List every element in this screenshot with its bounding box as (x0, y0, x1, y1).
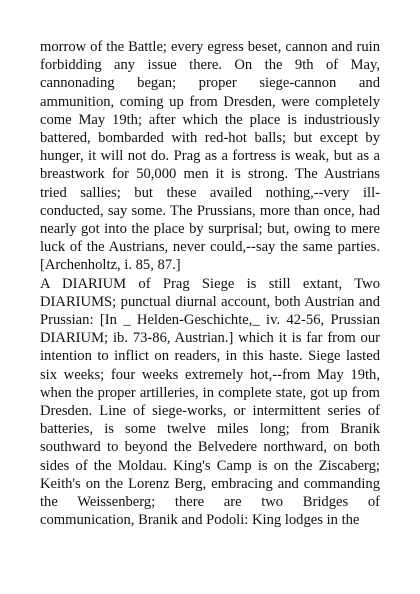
body-text (40, 38, 380, 529)
paragraph-siege-narrative: morrow of the Battle; every egress beset, cannon and ruin forbidding any issue there. On the 9th of May, cannonading began; proper siege-cannon and ammunition, coming up from Dresden, were completely come May 19th; after which the place is industriously battered, bombarded with red-hot balls; but except by hunger, it will not do. Prag as a fortress is weak, but as a breastwork for 50,000 men it is strong. The Austrians tried sallies; but these availed nothing,--very ill-conducted, say some. The Prussians, more than once, had nearly got into the place by surprisal; but, owing to mere luck of the Austrians, never could,--say the same parties. [Archenholtz, i. 85, 87.] (40, 39, 380, 274)
paragraph-diarium: A DIARIUM of Prag Siege is still extant, Two DIARIUMS; punctual diurnal account, both Austrian and Prussian: [In _ Helden-Geschichte,_ iv. 42-56, Prussian DIARIUM; ib. 73-86, Austrian.] which it is far from our intention to inflict on readers, in this haste. Siege lasted six weeks; four weeks extremely hot,--from May 19th, when the proper artilleries, in complete state, got up from Dresden. Line of siege-works, or intermittent series of batteries, is some twelve miles long; from Branik southward to beyond the Belvedere northward, on both sides of the Moldau. King's Camp is on the Ziscaberg; Keith's on the Lorenz Berg, embracing and commanding the Weissenberg; there are two Bridges of communication, Branik and Podoli: King lodges in the (40, 275, 380, 529)
